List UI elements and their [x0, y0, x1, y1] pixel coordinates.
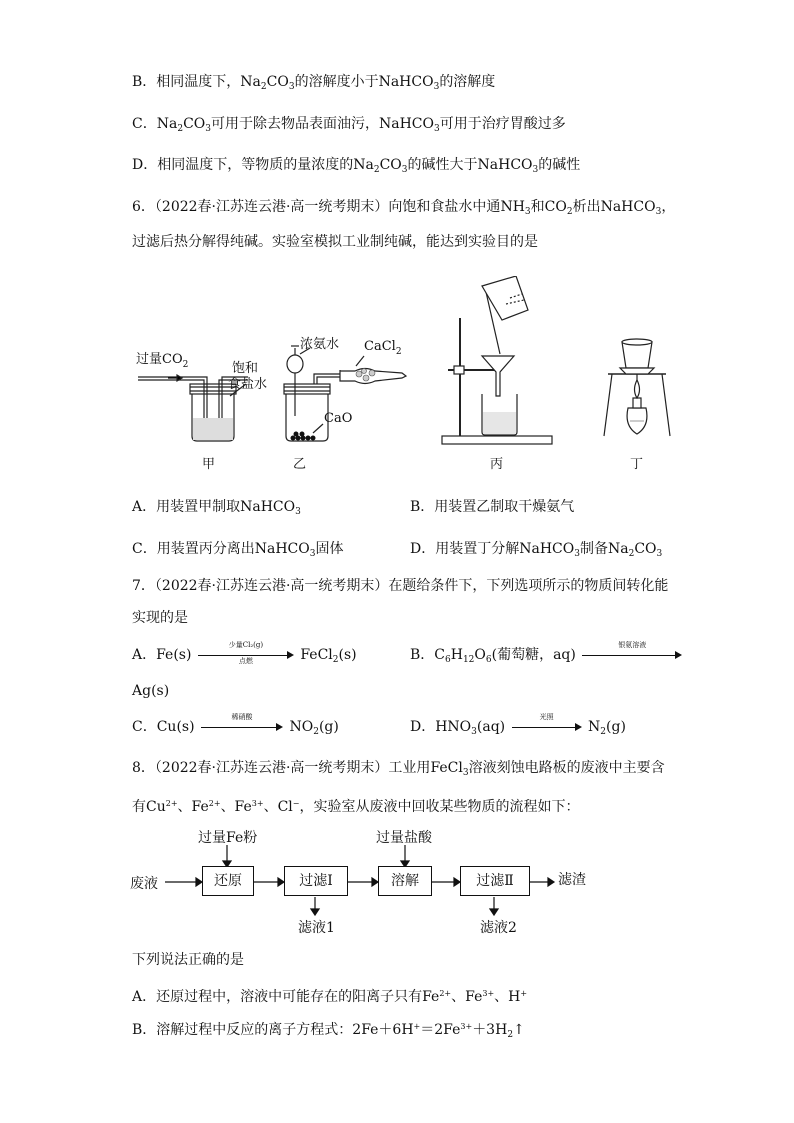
flow-add-hcl: 过量盐酸: [376, 830, 432, 846]
flow-step-dissolve: 溶解: [378, 866, 432, 896]
label-brine: 食盐水: [228, 377, 268, 392]
option-5c: C．$Na_2CO_3$可用于除去物品表面油污，NaHCO$_3$可用于治疗胃酸过多: [132, 116, 566, 134]
apparatus-figure: [130, 276, 690, 476]
label-excess-co2: 过量$CO_2$: [136, 352, 189, 370]
label-conc-ammonia: 浓氨水: [300, 337, 340, 352]
flow-add-iron: 过量Fe粉: [198, 830, 258, 846]
process-flowchart: [130, 825, 600, 940]
apparatus-bing: [442, 276, 552, 444]
option-6c: C．用装置丙分离出NaHCO$_3$固体: [132, 541, 344, 559]
option-7a: A．Fe(s) 少量Cl₂(g) 点燃 FeCl$_2$(s): [132, 641, 357, 665]
label-saturated: 饱和: [232, 361, 259, 376]
option-6b: B．用装置乙制取干燥氨气: [410, 499, 575, 515]
option-7d: D．$HNO_3(aq)$ 光照 $N_2(g)$: [410, 713, 626, 737]
flow-filtrate-2: 滤液2: [480, 920, 517, 936]
flow-input-waste: 废液: [130, 876, 158, 892]
option-5d: D．相同温度下，等物质的量浓度的$Na_2CO_3$的碱性大于NaHCO$_3$的碱性: [132, 157, 581, 175]
reaction-arrow: 光照: [512, 720, 582, 734]
question-7-stem-line1: 7．（2022春·江苏连云港·高一统考期末）在题给条件下，下列选项所示的物质间转化能: [132, 578, 669, 594]
caption-jia: 甲: [202, 457, 216, 472]
caption-bing: 丙: [490, 457, 504, 472]
question-8-prompt: 下列说法正确的是: [132, 952, 244, 968]
question-7-stem-line2: 实现的是: [132, 610, 188, 626]
option-8a: A．还原过程中，溶液中可能存在的阳离子只有$Fe^{2+}$、$Fe^{3+}$、H+: [132, 989, 528, 1005]
apparatus-ding: [604, 339, 670, 436]
option-6d: D．用装置丁分解NaHCO$_3$制备$Na_2CO_3$: [410, 541, 663, 559]
caption-ding: 丁: [630, 457, 644, 472]
reaction-arrow: 稀硝酸: [201, 720, 283, 734]
flow-residue: 滤渣: [558, 872, 586, 888]
question-8-stem-line2: 有$Cu^{2+}$、$Fe^{2+}$、$Fe^{3+}$、Cl−，实验室从废液中回收某些物质的流程如下：: [132, 799, 580, 815]
flow-step-filter-2: 过滤Ⅱ: [460, 866, 530, 896]
reaction-arrow: 少量Cl₂(g) 点燃: [198, 648, 294, 662]
question-6-stem-line2: 过滤后热分解得纯碱。实验室模拟工业制纯碱，能达到实验目的是: [132, 234, 538, 250]
option-7b-product: Ag(s): [132, 683, 170, 699]
option-7c: C．Cu(s) 稀硝酸 $NO_2(g)$: [132, 713, 339, 737]
reaction-arrow: 银氨溶液: [582, 648, 682, 662]
caption-yi: 乙: [293, 457, 307, 472]
option-8b: B．溶解过程中反应的离子方程式：$2Fe+6H^+=2Fe^{3+}+3H_2↑$: [132, 1022, 525, 1040]
option-6a: A．用装置甲制取NaHCO$_3$: [132, 499, 301, 517]
apparatus-yi: [284, 346, 406, 441]
label-cao: CaO: [324, 411, 353, 426]
flow-step-filter-1: 过滤Ⅰ: [284, 866, 348, 896]
option-7b: B．$C_6H_{12}O_6$(葡萄糖，aq) 银氨溶液: [410, 646, 684, 669]
question-6-stem-line1: 6．（2022春·江苏连云港·高一统考期末）向饱和食盐水中通$NH_3$和$CO_2$析出NaHCO$_3$，: [132, 199, 676, 217]
label-cacl2: CaCl$_2$: [364, 339, 402, 357]
option-5b: B．相同温度下，$Na_2CO_3$的溶解度小于NaHCO$_3$的溶解度: [132, 74, 496, 92]
question-8-stem-line1: 8．（2022春·江苏连云港·高一统考期末）工业用FeCl$_3$溶液刻蚀电路板的废液中主要含: [132, 760, 665, 778]
flow-step-reduce: 还原: [202, 866, 254, 896]
flow-filtrate-1: 滤液1: [298, 920, 335, 936]
